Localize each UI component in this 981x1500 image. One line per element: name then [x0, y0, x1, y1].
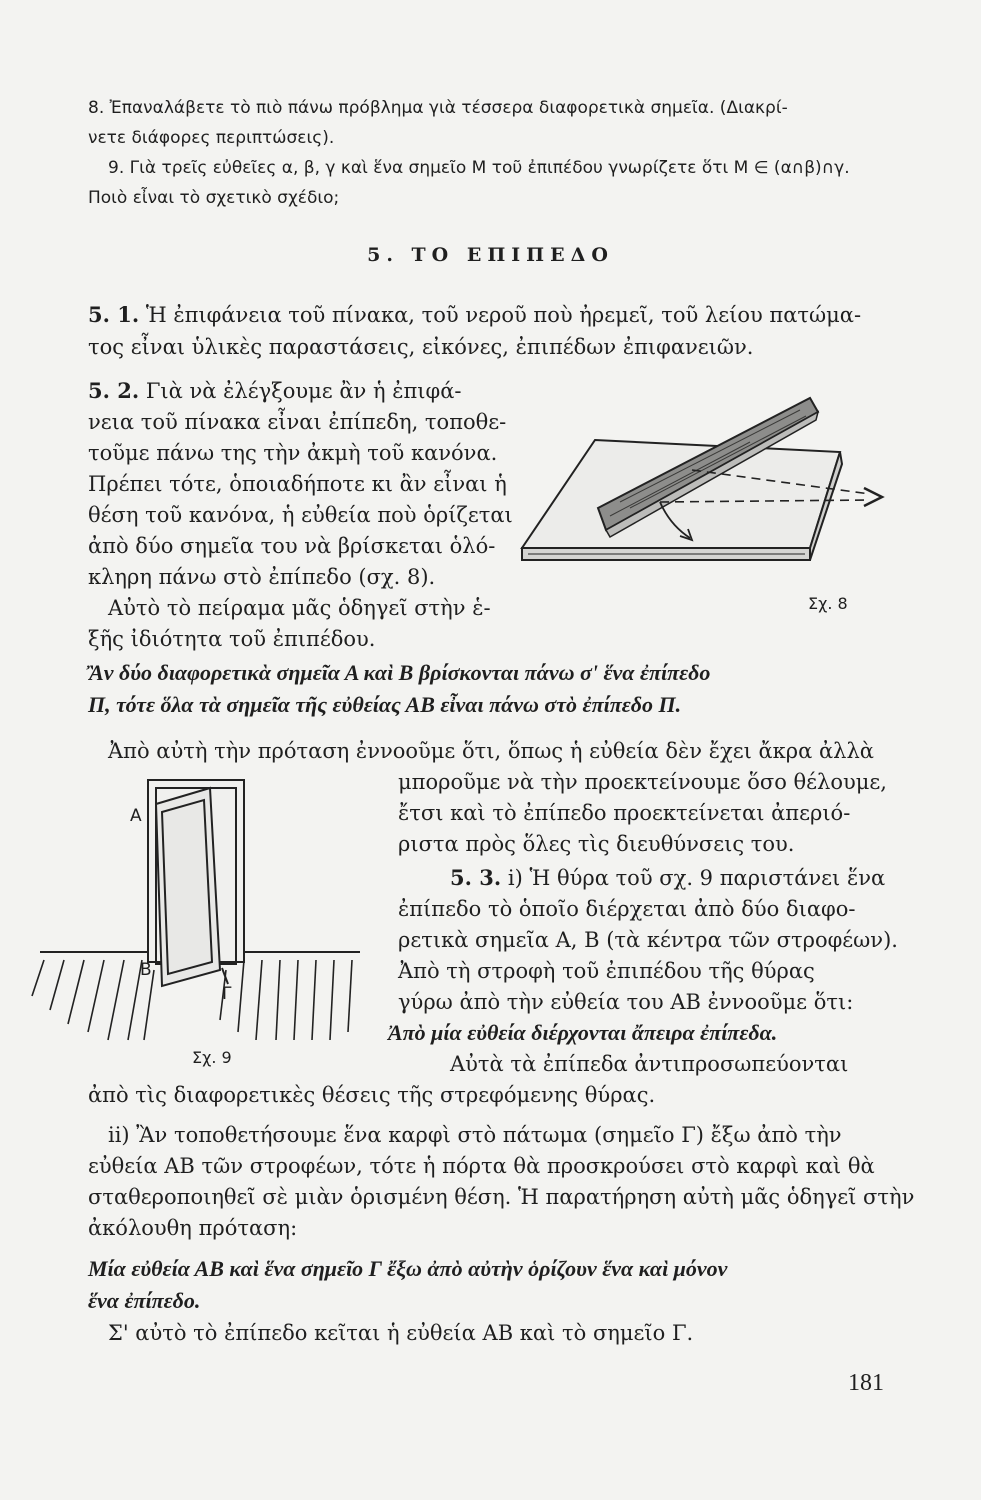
section-5-2-line-1 — [88, 376, 508, 406]
figure-8-caption: Σχ. 8 — [808, 594, 848, 613]
section-5-1-number: 5. 1. — [88, 302, 140, 327]
section-5-2-line: Πρέπει τότε, ὁποιαδήποτε κι ἂν εἶναι ἡ — [88, 472, 507, 496]
figure-9-door — [30, 770, 390, 1070]
figure-9-caption: Σχ. 9 — [192, 1048, 232, 1067]
section-5-3-line-1 — [450, 863, 885, 893]
extension-line-3: ἔτσι καὶ τὸ ἐπίπεδο προεκτείνεται ἀπεριό- — [398, 801, 851, 825]
section-5-2-line: Αὐτὸ τὸ πείραμα μᾶς ὁδηγεῖ στὴν ἑ- — [108, 596, 491, 620]
theorem-1-line-2: Π, τότε ὅλα τὰ σημεῖα τῆς εὐθείας ΑΒ εἶναι πάνω στὸ ἐπίπεδο Π. — [88, 692, 682, 717]
problem-9-line-2: Ποιὸ εἶναι τὸ σχετικὸ σχέδιο; — [88, 188, 340, 208]
closing-sentence: Σ' αὐτὸ τὸ ἐπίπεδο κεῖται ἡ εὐθεία ΑΒ καὶ τὸ σημεῖο Γ. — [108, 1321, 694, 1345]
theorem-2: Ἀπὸ μία εὐθεία διέρχονται ἄπειρα ἐπίπεδα. — [388, 1020, 778, 1045]
figure-9-label-a: Α — [130, 806, 142, 826]
section-5-3-line-3: ρετικὰ σημεῖα Α, Β (τὰ κέντρα τῶν στροφέων). — [398, 928, 898, 952]
section-heading: 5. ΤΟ ΕΠΙΠΕΔΟ — [367, 244, 614, 266]
section-5-3-line-4: Ἀπὸ τὴ στροφὴ τοῦ ἐπιπέδου τῆς θύρας — [398, 959, 815, 983]
figure-9-label-b: Β — [140, 960, 152, 980]
section-5-3-line-1-text: i) Ἡ θύρα τοῦ σχ. 9 παριστάνει ἕνα — [507, 866, 886, 890]
part-ii-line-3: σταθεροποιηθεῖ σὲ μιὰν ὁρισμένη θέση. Ἡ παρατήρηση αὐτὴ μᾶς ὁδηγεῖ στὴν — [88, 1185, 915, 1209]
section-5-2-line: νεια τοῦ πίνακα εἶναι ἐπίπεδη, τοποθε- — [88, 410, 507, 434]
section-5-1-line-2: τος εἶναι ὑλικὲς παραστάσεις, εἰκόνες, ἐπιπέδων ἐπιφανειῶν. — [88, 335, 754, 359]
section-5-3-line-2: ἐπίπεδο τὸ ὁποῖο διέρχεται ἀπὸ δύο διαφο- — [398, 897, 856, 921]
figure-9-label-g: Γ — [222, 984, 232, 1004]
section-5-2-line: ξῆς ἰδιότητα τοῦ ἐπιπέδου. — [88, 627, 376, 651]
section-5-2-line: θέση τοῦ κανόνα, ἡ εὐθεία ποὺ ὁρίζεται — [88, 503, 513, 527]
section-5-2-line: ἀπὸ δύο σημεῖα του νὰ βρίσκεται ὁλό- — [88, 534, 496, 558]
part-ii-line-1: ii) Ἂν τοποθετήσουμε ἕνα καρφὶ στὸ πάτωμα (σημεῖο Γ) ἔξω ἀπὸ τὴν — [108, 1123, 842, 1147]
section-5-2-line: κληρη πάνω στὸ ἐπίπεδο (σχ. 8). — [88, 565, 436, 589]
section-5-2-line-1-text: Γιὰ νὰ ἐλέγξουμε ἂν ἡ ἐπιφά- — [145, 379, 462, 403]
page-number: 181 — [848, 1370, 884, 1396]
theorem-3-line-2: ἕνα ἐπίπεδο. — [88, 1288, 201, 1313]
extension-line-1: Ἀπὸ αὐτὴ τὴν πρόταση ἐννοοῦμε ὅτι, ὅπως ἡ εὐθεία δὲν ἔχει ἄκρα ἀλλὰ — [108, 739, 874, 763]
part-ii-line-4: ἀκόλουθη πρόταση: — [88, 1216, 298, 1240]
section-5-2-number: 5. 2. — [88, 378, 140, 403]
theorem-3-line-1: Μία εὐθεία ΑΒ καὶ ἕνα σημεῖο Γ ἔξω ἀπὸ αὐτὴν ὁρίζουν ἕνα καὶ μόνον — [88, 1256, 728, 1281]
problem-8-line-1: 8. Ἐπαναλάβετε τὸ πιὸ πάνω πρόβλημα γιὰ τέσσερα διαφορετικὰ σημεῖα. (Διακρί- — [88, 98, 788, 118]
problem-9-line-1: 9. Γιὰ τρεῖς εὐθεῖες α, β, γ καὶ ἕνα σημεῖο Μ τοῦ ἐπιπέδου γνωρίζετε ὅτι Μ ∈ (α∩β)∩γ. — [108, 158, 850, 178]
section-5-1-text: Ἡ ἐπιφάνεια τοῦ πίνακα, τοῦ νεροῦ ποὺ ἠρεμεῖ, τοῦ λείου πατώμα- — [145, 303, 862, 327]
part-ii-line-2: εὐθεία ΑΒ τῶν στροφέων, τότε ἡ πόρτα θὰ προσκρούσει στὸ καρφὶ καὶ θὰ — [88, 1154, 875, 1178]
theorem-1-line-1: Ἂν δύο διαφορετικὰ σημεῖα Α καὶ Β βρίσκονται πάνω σ' ἕνα ἐπίπεδο — [88, 660, 711, 685]
section-5-1-line-1 — [88, 300, 888, 330]
section-5-2-line: τοῦμε πάνω της τὴν ἀκμὴ τοῦ κανόνα. — [88, 441, 498, 465]
extension-line-2: μποροῦμε νὰ τὴν προεκτείνουμε ὅσο θέλουμε, — [398, 770, 887, 794]
problem-8-line-2: νετε διάφορες περιπτώσεις). — [88, 128, 335, 148]
figure-8-ruler-on-board — [510, 390, 910, 600]
section-5-3-number: 5. 3. — [450, 865, 502, 890]
section-5-3-line-7: ἀπὸ τὶς διαφορετικὲς θέσεις τῆς στρεφόμενης θύρας. — [88, 1083, 656, 1107]
section-5-3-line-6: Αὐτὰ τὰ ἐπίπεδα ἀντιπροσωπεύονται — [450, 1052, 849, 1076]
extension-line-4: ριστα πρὸς ὅλες τὶς διευθύνσεις του. — [398, 832, 795, 856]
section-5-3-line-5: γύρω ἀπὸ τὴν εὐθεία του ΑΒ ἐννοοῦμε ὅτι: — [398, 990, 854, 1014]
